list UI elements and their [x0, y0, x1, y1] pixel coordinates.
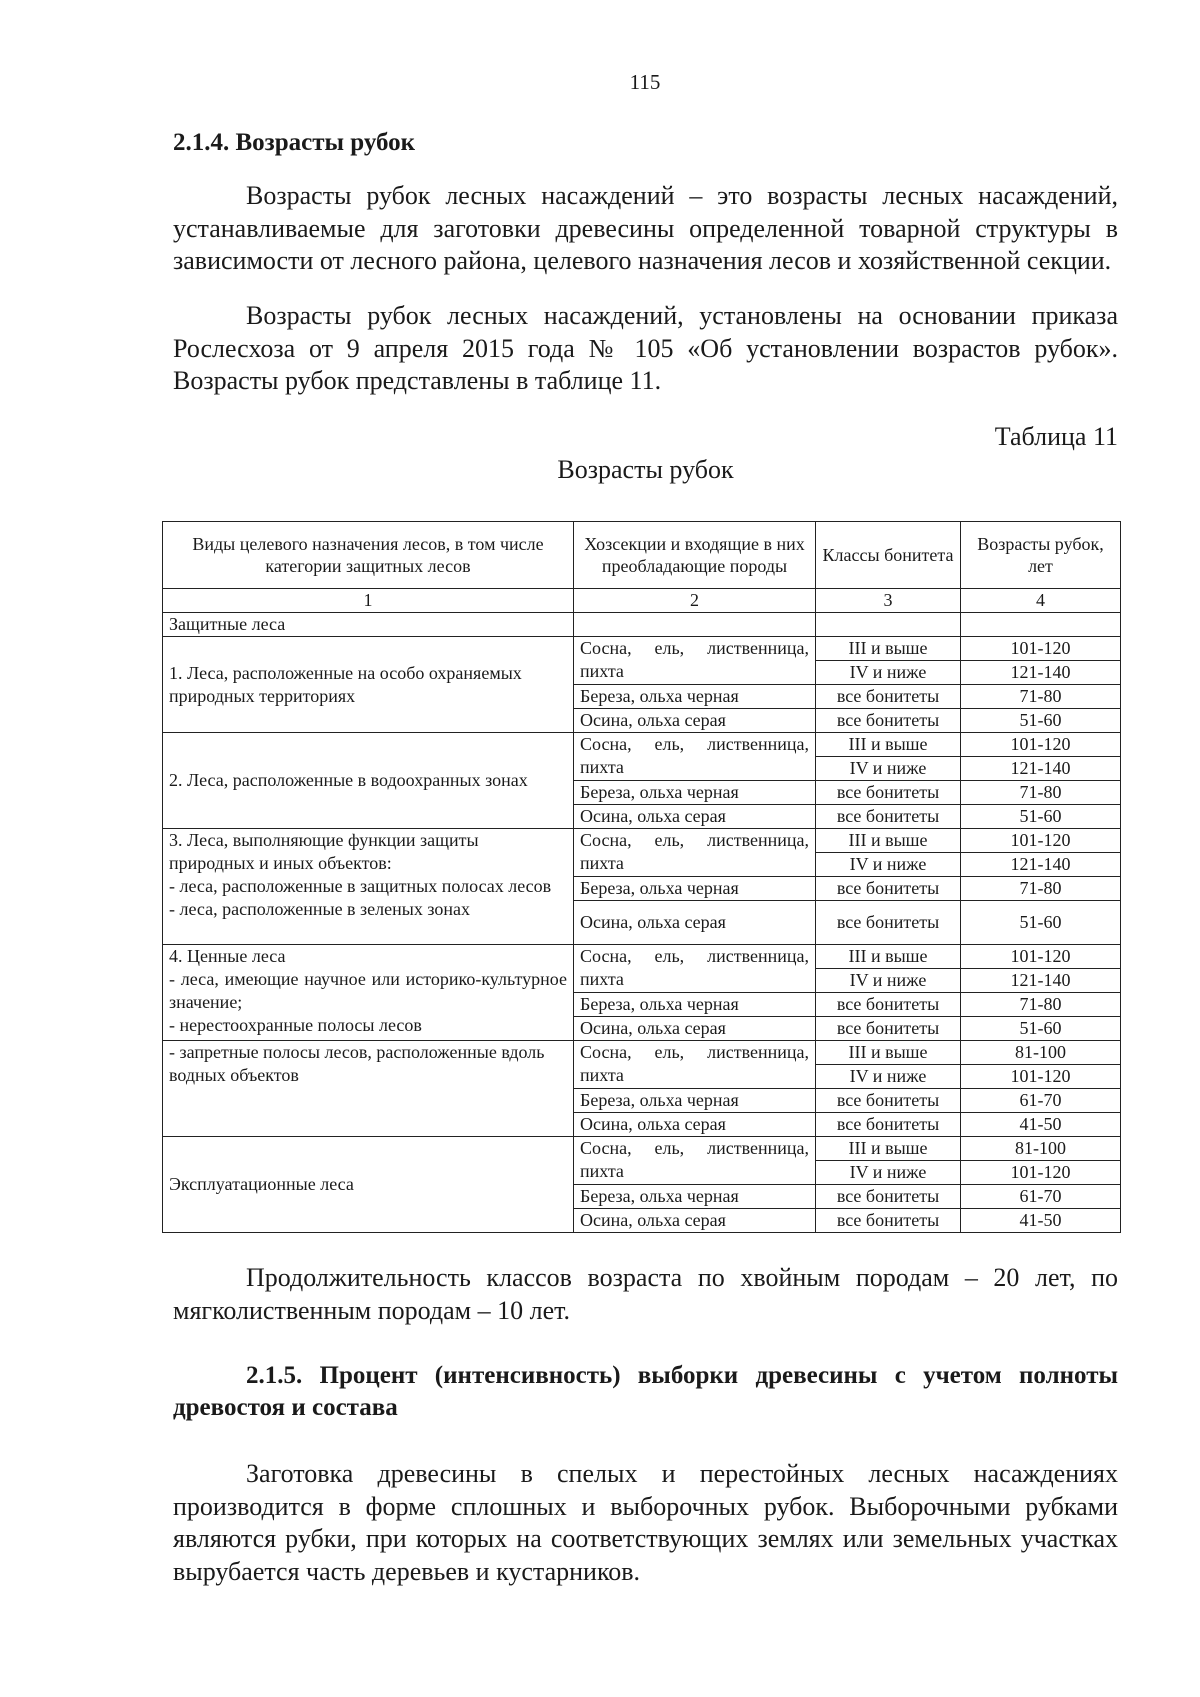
category-line: 4. Ценные леса — [169, 946, 286, 966]
class-cell: все бонитеты — [816, 1113, 961, 1137]
class-cell: все бонитеты — [816, 877, 961, 901]
age-cell: 121-140 — [961, 661, 1121, 685]
protective-forests-label: Защитные леса — [163, 613, 574, 637]
species-cell: Береза, ольха черная — [574, 781, 816, 805]
table-row — [163, 1041, 1121, 1065]
category-cell — [163, 829, 574, 945]
table-header-cell: Виды целевого назначения лесов, в том числе категории защитных лесов — [163, 522, 574, 589]
page-number: 115 — [629, 70, 661, 94]
age-cell: 81-100 — [961, 1041, 1121, 1065]
table-header-cell: Возрасты рубок, лет — [961, 522, 1121, 589]
species-cell: Осина, ольха серая — [574, 1113, 816, 1137]
class-cell: все бонитеты — [816, 805, 961, 829]
class-cell: IV и ниже — [816, 1161, 961, 1185]
table-title: Возрасты рубок — [557, 455, 734, 484]
age-cell: 41-50 — [961, 1209, 1121, 1233]
table-row — [163, 945, 1121, 969]
age-cell: 71-80 — [961, 685, 1121, 709]
age-cell: 61-70 — [961, 1185, 1121, 1209]
species-cell: Сосна, ель, лиственница, пихта — [574, 829, 816, 877]
class-cell: IV и ниже — [816, 969, 961, 993]
category-cell: 1. Леса, расположенные на особо охраняемых природных территориях — [163, 637, 574, 733]
column-number: 2 — [574, 589, 816, 613]
section-heading-2-1-4: 2.1.4. Возрасты рубок — [173, 129, 416, 156]
age-cell: 41-50 — [961, 1113, 1121, 1137]
column-number: 4 — [961, 589, 1121, 613]
class-cell: все бонитеты — [816, 685, 961, 709]
age-cell: 51-60 — [961, 709, 1121, 733]
age-cell: 101-120 — [961, 945, 1121, 969]
age-cell: 61-70 — [961, 1089, 1121, 1113]
class-cell: IV и ниже — [816, 757, 961, 781]
age-cell: 71-80 — [961, 993, 1121, 1017]
table-header-row — [163, 522, 1121, 589]
paragraph: Продолжительность классов возраста по хвойным породам – 20 лет, по мягколиственным породам – 10 лет. — [173, 1263, 1118, 1325]
species-cell: Береза, ольха черная — [574, 993, 816, 1017]
age-cell: 81-100 — [961, 1137, 1121, 1161]
table-column-number-row — [163, 589, 1121, 613]
species-cell: Береза, ольха черная — [574, 1185, 816, 1209]
age-cell: 71-80 — [961, 877, 1121, 901]
age-cell: 101-120 — [961, 637, 1121, 661]
class-cell: IV и ниже — [816, 1065, 961, 1089]
species-cell: Осина, ольха серая — [574, 709, 816, 733]
column-number: 1 — [163, 589, 574, 613]
age-cell: 51-60 — [961, 1017, 1121, 1041]
age-cell: 121-140 — [961, 969, 1121, 993]
cutting-ages-table — [162, 521, 1121, 1233]
table-row — [163, 613, 1121, 637]
age-cell: 121-140 — [961, 757, 1121, 781]
species-cell: Сосна, ель, лиственница, пихта — [574, 637, 816, 685]
category-cell: 2. Леса, расположенные в водоохранных зонах — [163, 733, 574, 829]
species-cell: Сосна, ель, лиственница, пихта — [574, 1041, 816, 1089]
age-cell: 101-120 — [961, 1161, 1121, 1185]
category-line: - леса, расположенные в защитных полосах лесов — [169, 876, 552, 896]
paragraph: Возрасты рубок лесных насаждений, установлены на основании приказа Рослесхоза от 9 апреля 2015 года № 105 «Об установлении возрастов рубок». Возрасты рубок представлены в таблице 11. — [173, 301, 1118, 395]
species-cell: Осина, ольха серая — [574, 1017, 816, 1041]
age-cell: 101-120 — [961, 829, 1121, 853]
table-row — [163, 637, 1121, 661]
species-cell: Осина, ольха серая — [574, 1209, 816, 1233]
age-cell: 71-80 — [961, 781, 1121, 805]
class-cell: все бонитеты — [816, 1185, 961, 1209]
paragraph: Заготовка древесины в спелых и перестойных лесных насаждениях производится в форме сплошных и выборочных рубок. Выборочными рубками являются рубки, при которых на соответствующих землях или земельных участках вырубается часть деревьев и кустарников. — [173, 1459, 1118, 1586]
category-line: - нерестоохранные полосы лесов — [169, 1015, 422, 1035]
class-cell: все бонитеты — [816, 1089, 961, 1113]
species-cell: Береза, ольха черная — [574, 877, 816, 901]
species-cell: Береза, ольха черная — [574, 1089, 816, 1113]
table-header-cell: Хозсекции и входящие в них преобладающие породы — [574, 522, 816, 589]
species-cell: Осина, ольха серая — [574, 901, 816, 945]
category-cell: Эксплуатационные леса — [163, 1137, 574, 1233]
class-cell: III и выше — [816, 1137, 961, 1161]
class-cell: все бонитеты — [816, 1017, 961, 1041]
species-cell: Осина, ольха серая — [574, 805, 816, 829]
class-cell: IV и ниже — [816, 853, 961, 877]
class-cell: III и выше — [816, 945, 961, 969]
table-row — [163, 829, 1121, 853]
age-cell: 121-140 — [961, 853, 1121, 877]
category-line: - леса, расположенные в зеленых зонах — [169, 899, 470, 919]
class-cell: все бонитеты — [816, 1209, 961, 1233]
species-cell: Сосна, ель, лиственница, пихта — [574, 945, 816, 993]
table-cell — [961, 613, 1121, 637]
column-number: 3 — [816, 589, 961, 613]
class-cell: IV и ниже — [816, 661, 961, 685]
class-cell: III и выше — [816, 733, 961, 757]
category-cell: - запретные полосы лесов, расположенные вдоль водных объектов — [163, 1041, 574, 1137]
age-cell: 101-120 — [961, 1065, 1121, 1089]
class-cell: III и выше — [816, 829, 961, 853]
class-cell: все бонитеты — [816, 901, 961, 945]
class-cell: все бонитеты — [816, 781, 961, 805]
table-cell — [574, 613, 816, 637]
category-line: - леса, имеющие научное или историко-культурное значение; — [169, 969, 567, 1012]
class-cell: все бонитеты — [816, 709, 961, 733]
class-cell: III и выше — [816, 637, 961, 661]
table-number: Таблица 11 — [994, 422, 1118, 451]
age-cell: 51-60 — [961, 805, 1121, 829]
species-cell: Сосна, ель, лиственница, пихта — [574, 733, 816, 781]
age-cell: 51-60 — [961, 901, 1121, 945]
class-cell: III и выше — [816, 1041, 961, 1065]
paragraph: Возрасты рубок лесных насаждений – это возрасты лесных насаждений, устанавливаемые для заготовки древесины определенной товарной структуры в зависимости от лесного района, целевого назначения лесов и хозяйственной секции. — [173, 181, 1118, 275]
table-header-cell: Классы бонитета — [816, 522, 961, 589]
section-heading-2-1-5: 2.1.5. Процент (интенсивность) выборки древесины с учетом полноты древостоя и состава — [173, 1362, 1118, 1421]
table-cell — [816, 613, 961, 637]
class-cell: все бонитеты — [816, 993, 961, 1017]
table-row — [163, 733, 1121, 757]
category-cell — [163, 945, 574, 1041]
species-cell: Береза, ольха черная — [574, 685, 816, 709]
table-row — [163, 1137, 1121, 1161]
age-cell: 101-120 — [961, 733, 1121, 757]
species-cell: Сосна, ель, лиственница, пихта — [574, 1137, 816, 1185]
category-line: 3. Леса, выполняющие функции защиты природных и иных объектов: — [169, 830, 479, 873]
